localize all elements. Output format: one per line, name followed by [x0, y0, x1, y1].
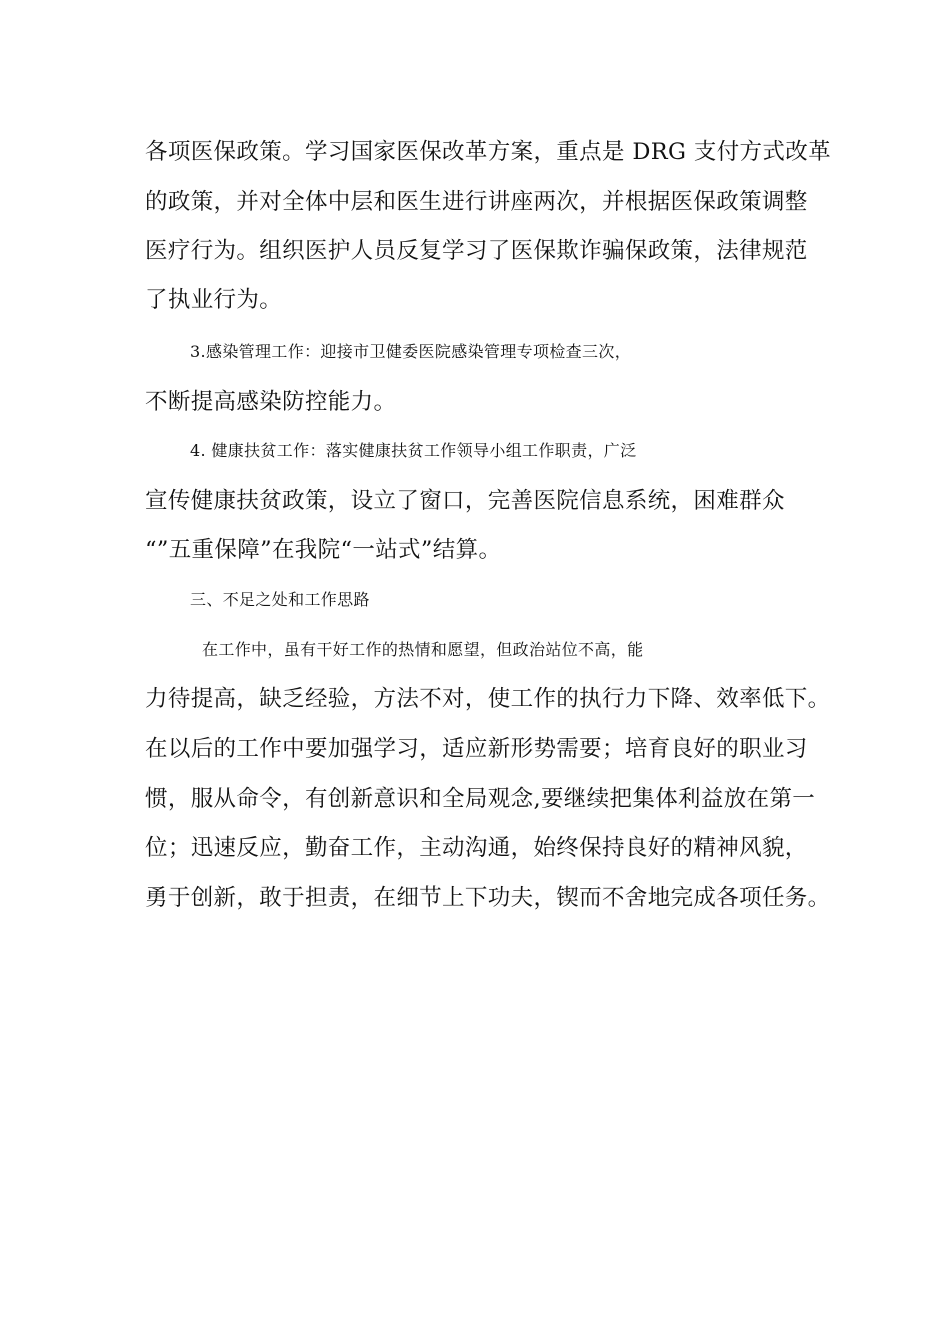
text-line: 在以后的工作中要加强学习，适应新形势需要；培育良好的职业习 — [145, 736, 808, 762]
text-line: 宣传健康扶贫政策，设立了窗口，完善医院信息系统，困难群众 — [145, 488, 785, 514]
text-line: 不断提高感染防控能力。 — [145, 389, 397, 415]
text-line: 医疗行为。组织医护人员反复学习了医保欺诈骗保政策，法律规范 — [145, 238, 808, 264]
text-line: 位；迅速反应，勤奋工作，主动沟通，始终保持良好的精神风貌， — [145, 835, 808, 861]
text-line: “”五重保障”在我院“一站式”结算。 — [145, 537, 502, 563]
text-line: 各项医保政策。学习国家医保改革方案，重点是 DRG 支付方式改革 — [145, 139, 831, 165]
text-line: 惯，服从命令，有创新意识和全局观念,要继续把集体利益放在第一 — [145, 786, 816, 812]
section-heading: 三、不足之处和工作思路 — [190, 590, 370, 609]
text-line: 勇于创新，敢于担责，在细节上下功夫，锲而不舍地完成各项任务。 — [145, 885, 831, 911]
text-line: 力待提高，缺乏经验，方法不对，使工作的执行力下降、效率低下。 — [145, 686, 831, 712]
text-line: 在工作中，虽有干好工作的热情和愿望，但政治站位不高，能 — [202, 640, 644, 659]
text-line: 4. 健康扶贫工作：落实健康扶贫工作领导小组工作职责，广泛 — [190, 441, 637, 460]
text-line: 了执业行为。 — [145, 287, 283, 313]
text-line: 3.感染管理工作：迎接市卫健委医院感染管理专项检查三次， — [190, 342, 632, 361]
text-line: 的政策，并对全体中层和医生进行讲座两次，并根据医保政策调整 — [145, 189, 808, 215]
